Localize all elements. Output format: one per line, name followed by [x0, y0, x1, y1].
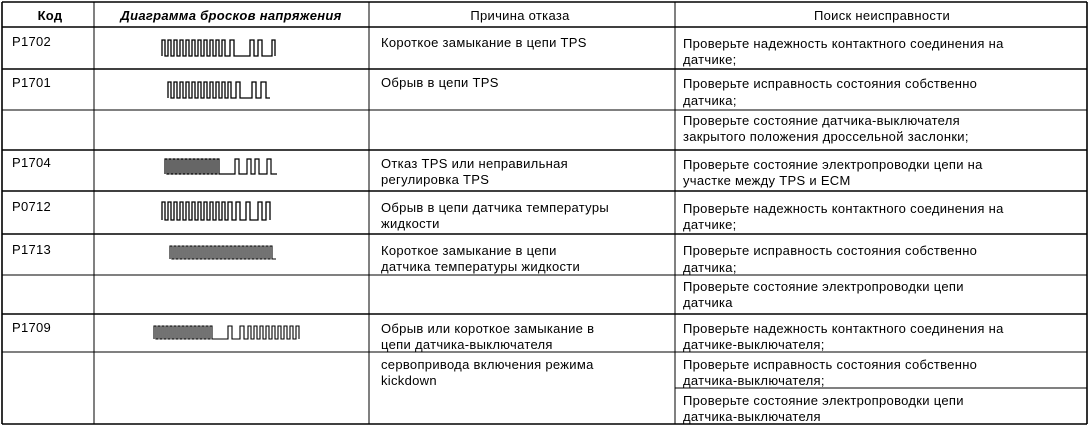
row-cause-line: сервопривода включения режима [381, 357, 594, 372]
row-cause-line: kickdown [381, 373, 437, 388]
row-cause-line: Обрыв или короткое замыкание в [381, 321, 595, 336]
row-fix-line: датчика; [683, 93, 737, 108]
row-fix-line: Проверьте надежность контактного соединения на [683, 201, 1004, 216]
row-cause-line: Обрыв в цепи TPS [381, 75, 499, 90]
voltage-waveform-diagram [160, 200, 278, 222]
row-fix-line: датчика [683, 295, 733, 310]
row-code: P0712 [12, 199, 52, 214]
row-fix-line: участке между TPS и ECM [683, 173, 851, 188]
row-fix-line: Проверьте надежность контактного соединения на [683, 321, 1004, 336]
row-code: P1701 [12, 75, 52, 90]
row-fix-line: Проверьте исправность состояния собственно [683, 243, 978, 258]
row-fix-line: закрытого положения дроссельной заслонки; [683, 129, 969, 144]
row-fix-line: Проверьте исправность состояния собственно [683, 357, 978, 372]
voltage-waveform-diagram [166, 80, 276, 100]
row-cause-line: Отказ TPS или неправильная [381, 156, 568, 171]
row-cause-line: Короткое замыкание в цепи [381, 243, 557, 258]
voltage-waveform-diagram [160, 38, 280, 58]
row-fix-line: Проверьте состояние электропроводки цепи [683, 393, 964, 408]
row-fix-line: датчика-выключателя [683, 409, 821, 424]
row-cause-line: Короткое замыкание в цепи TPS [381, 35, 587, 50]
row-fix-line: Проверьте состояние датчика-выключателя [683, 113, 960, 128]
row-cause-line: жидкости [381, 216, 440, 231]
row-fix-line: Проверьте надежность контактного соединения на [683, 36, 1004, 51]
header-code: Код [37, 8, 63, 23]
row-code: P1704 [12, 155, 52, 170]
row-cause-line: Обрыв в цепи датчика температуры [381, 200, 609, 215]
row-cause-line: датчика температуры жидкости [381, 259, 581, 274]
row-fix-line: датчика-выключателя; [683, 373, 825, 388]
row-code: P1713 [12, 242, 52, 257]
row-fix-line: Проверьте состояние электропроводки цепи [683, 279, 964, 294]
voltage-waveform-diagram [163, 156, 281, 176]
row-code: P1702 [12, 34, 52, 49]
row-cause-line: цепи датчика-выключателя [381, 337, 553, 352]
row-fix-line: датчике-выключателя; [683, 337, 825, 352]
row-cause-line: регулировка TPS [381, 172, 490, 187]
row-fix-line: датчике; [683, 52, 737, 67]
header-fix: Поиск неисправности [813, 8, 951, 23]
header-diagram: Диаграмма бросков напряжения [120, 8, 342, 23]
voltage-waveform-diagram [152, 323, 304, 341]
row-fix-line: датчике; [683, 217, 737, 232]
row-fix-line: Проверьте состояние электропроводки цепи на [683, 157, 983, 172]
row-code: P1709 [12, 320, 52, 335]
header-cause: Причина отказа [470, 8, 570, 23]
row-fix-line: датчика; [683, 260, 737, 275]
voltage-waveform-diagram [168, 243, 280, 261]
row-fix-line: Проверьте исправность состояния собственно [683, 76, 978, 91]
